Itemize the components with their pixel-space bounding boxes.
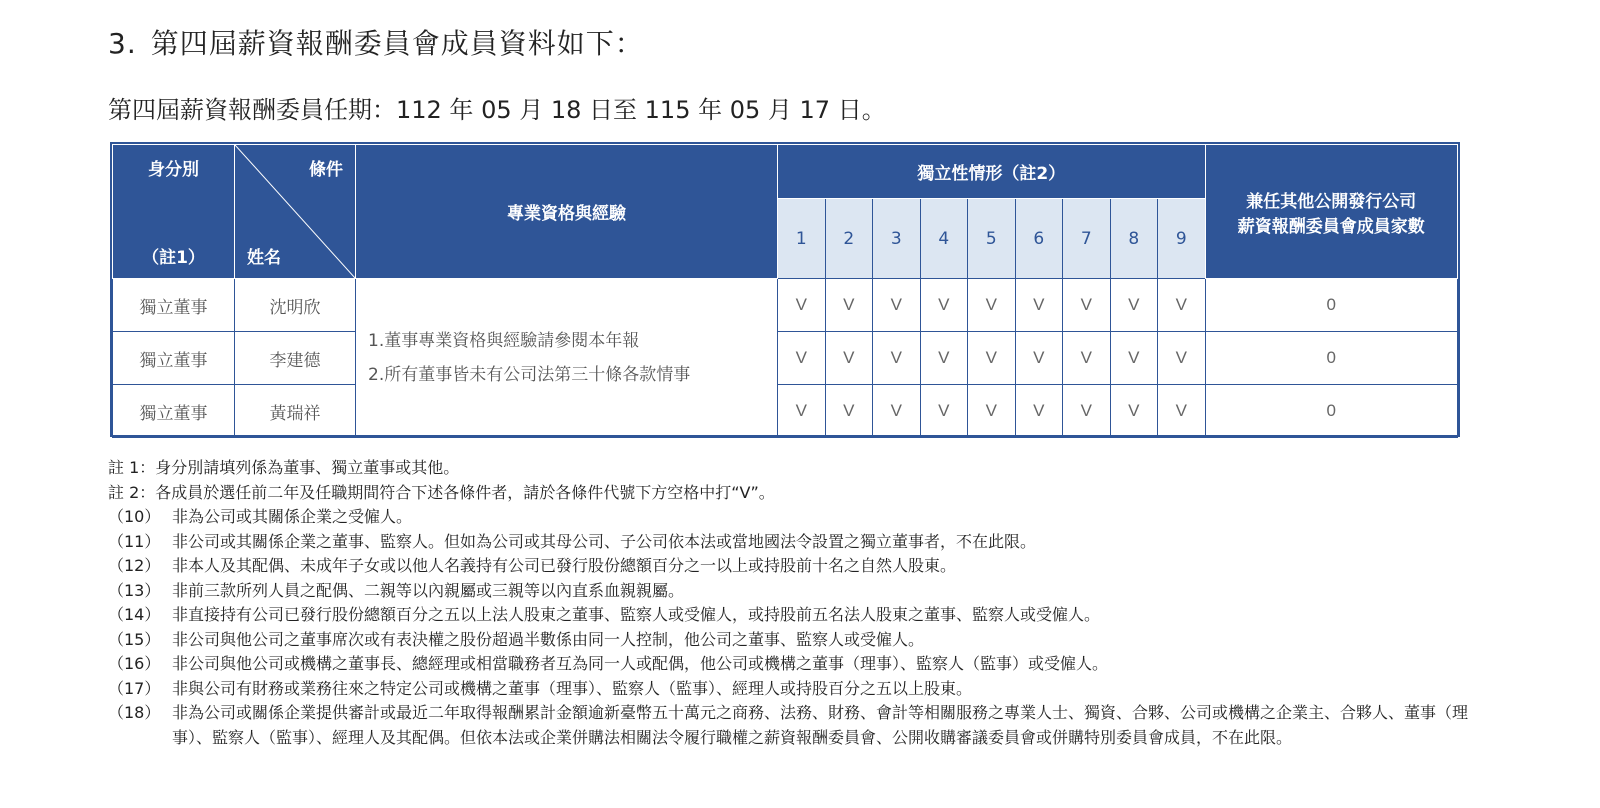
check-mark: V xyxy=(968,332,1016,385)
qualification-header: 專業資格與經驗 xyxy=(356,145,778,279)
identity-cell: 獨立董事 xyxy=(113,385,235,438)
condition-item xyxy=(108,603,1488,628)
check-mark: V xyxy=(968,385,1016,438)
check-mark: V xyxy=(1158,332,1206,385)
qualification-line: 1.董事專業資格與經驗請參閱本年報 xyxy=(368,331,640,351)
check-mark: V xyxy=(1015,385,1063,438)
qualification-cell xyxy=(356,279,778,438)
table-row xyxy=(113,332,1458,385)
check-mark: V xyxy=(825,332,873,385)
condition-item xyxy=(108,701,1488,750)
check-mark: V xyxy=(873,279,921,332)
concurrent-header-line2: 薪資報酬委員會成員家數 xyxy=(1237,216,1425,237)
identity-header-cell xyxy=(113,145,235,279)
condition-name-header-cell xyxy=(235,145,356,279)
condition-text: 非公司與他公司之董事席次或有表決權之股份超過半數係由同一人控制，他公司之董事、監察人或受僱人。 xyxy=(172,629,925,649)
independence-num: 5 xyxy=(968,199,1016,279)
concurrent-count: 0 xyxy=(1205,385,1457,438)
qualification-line: 2.所有董事皆未有公司法第三十條各款情事 xyxy=(368,365,691,385)
independence-num: 1 xyxy=(778,199,826,279)
independence-num: 3 xyxy=(873,199,921,279)
check-mark: V xyxy=(1063,279,1111,332)
identity-note: （註1） xyxy=(142,248,205,268)
note-1: 註 1：身分別請填列係為董事、獨立董事或其他。 xyxy=(108,458,460,477)
independence-num: 9 xyxy=(1158,199,1206,279)
name-header: 姓名 xyxy=(247,248,281,268)
condition-code: （13） xyxy=(108,580,161,600)
condition-code: （10） xyxy=(108,507,161,526)
independence-num: 4 xyxy=(920,199,968,279)
table-row xyxy=(113,385,1458,438)
concurrent-header-line1: 兼任其他公開發行公司 xyxy=(1246,191,1417,212)
condition-text: 非為公司或其關係企業之受僱人。 xyxy=(172,507,413,526)
identity-cell: 獨立董事 xyxy=(113,279,235,332)
note-2: 註 2：各成員於選任前二年及任職期間符合下述各條件者，請於各條件代號下方空格中打“V”。 xyxy=(108,482,775,502)
committee-table xyxy=(110,142,1460,437)
check-mark: V xyxy=(920,279,968,332)
condition-text: 非本人及其配偶、未成年子女或以他人名義持有公司已發行股份總額百分之一以上或持股前十名之自然人股東。 xyxy=(172,556,957,575)
check-mark: V xyxy=(778,279,826,332)
condition-item xyxy=(108,579,1488,604)
concurrent-header xyxy=(1205,145,1457,279)
condition-code: （15） xyxy=(108,629,161,649)
check-mark: V xyxy=(1063,332,1111,385)
table-row xyxy=(113,279,1458,332)
footnotes xyxy=(108,456,1488,750)
condition-header: 條件 xyxy=(309,160,343,180)
check-mark: V xyxy=(1063,385,1111,438)
independence-num: 8 xyxy=(1110,199,1158,279)
check-mark: V xyxy=(825,279,873,332)
independence-num: 2 xyxy=(825,199,873,279)
identity-header: 身分別 xyxy=(148,160,199,180)
check-mark: V xyxy=(778,385,826,438)
check-mark: V xyxy=(1110,332,1158,385)
concurrent-count: 0 xyxy=(1205,279,1457,332)
check-mark: V xyxy=(1158,385,1206,438)
check-mark: V xyxy=(1158,279,1206,332)
condition-item xyxy=(108,530,1488,555)
check-mark: V xyxy=(873,385,921,438)
condition-item xyxy=(108,677,1488,702)
member-name: 李建德 xyxy=(235,332,356,385)
independence-num: 6 xyxy=(1015,199,1063,279)
condition-text: 非直接持有公司已發行股份總額百分之五以上法人股東之董事、監察人或受僱人，或持股前五名法人股東之董事、監察人或受僱人。 xyxy=(172,605,1101,624)
section-heading xyxy=(108,22,644,62)
condition-code: （12） xyxy=(108,556,161,575)
condition-text: 非為公司或關係企業提供審計或最近二年取得報酬累計金額逾新臺幣五十萬元之商務、法務、財務、會計等相關服務之專業人士、獨資、合夥、公司或機構之企業主、合夥人、董事（理事）、監察人（監事）、經理人及其配偶。但依本法或企業併購法相關法令履行職權之薪資報酬委員會、公開收購審議委員會或併購特別委員會成員，不在此限。 xyxy=(172,703,1469,747)
condition-code: （14） xyxy=(108,605,161,624)
condition-text: 非公司或其關係企業之董事、監察人。但如為公司或其母公司、子公司依本法或當地國法令設置之獨立董事者，不在此限。 xyxy=(172,531,1037,551)
independence-num: 7 xyxy=(1063,199,1111,279)
section-number: 3. xyxy=(108,27,137,60)
condition-code: （18） xyxy=(108,703,161,722)
member-name: 沈明欣 xyxy=(235,279,356,332)
check-mark: V xyxy=(825,385,873,438)
check-mark: V xyxy=(778,332,826,385)
condition-code: （11） xyxy=(108,531,161,551)
check-mark: V xyxy=(1015,279,1063,332)
condition-text: 非前三款所列人員之配偶、二親等以內親屬或三親等以內直系血親親屬。 xyxy=(172,580,685,600)
concurrent-count: 0 xyxy=(1205,332,1457,385)
check-mark: V xyxy=(968,279,1016,332)
condition-item xyxy=(108,628,1488,653)
condition-item xyxy=(108,505,1488,530)
condition-code: （16） xyxy=(108,654,161,673)
check-mark: V xyxy=(1015,332,1063,385)
condition-item xyxy=(108,652,1488,677)
condition-code: （17） xyxy=(108,678,161,698)
condition-text: 非與公司有財務或業務往來之特定公司或機構之董事（理事）、監察人（監事）、經理人或持股百分之五以上股東。 xyxy=(172,678,973,698)
check-mark: V xyxy=(1110,279,1158,332)
check-mark: V xyxy=(920,332,968,385)
independence-header: 獨立性情形（註2） xyxy=(778,145,1206,199)
identity-cell: 獨立董事 xyxy=(113,332,235,385)
condition-item xyxy=(108,554,1488,579)
condition-text: 非公司與他公司或機構之董事長、總經理或相當職務者互為同一人或配偶，他公司或機構之董事（理事）、監察人（監事）或受僱人。 xyxy=(172,654,1109,673)
check-mark: V xyxy=(920,385,968,438)
check-mark: V xyxy=(1110,385,1158,438)
term-statement: 第四屆薪資報酬委員任期：112 年 05 月 18 日至 115 年 05 月 17 日。 xyxy=(108,96,886,124)
check-mark: V xyxy=(873,332,921,385)
section-title: 第四屆薪資報酬委員會成員資料如下： xyxy=(150,27,644,60)
member-name: 黃瑞祥 xyxy=(235,385,356,438)
